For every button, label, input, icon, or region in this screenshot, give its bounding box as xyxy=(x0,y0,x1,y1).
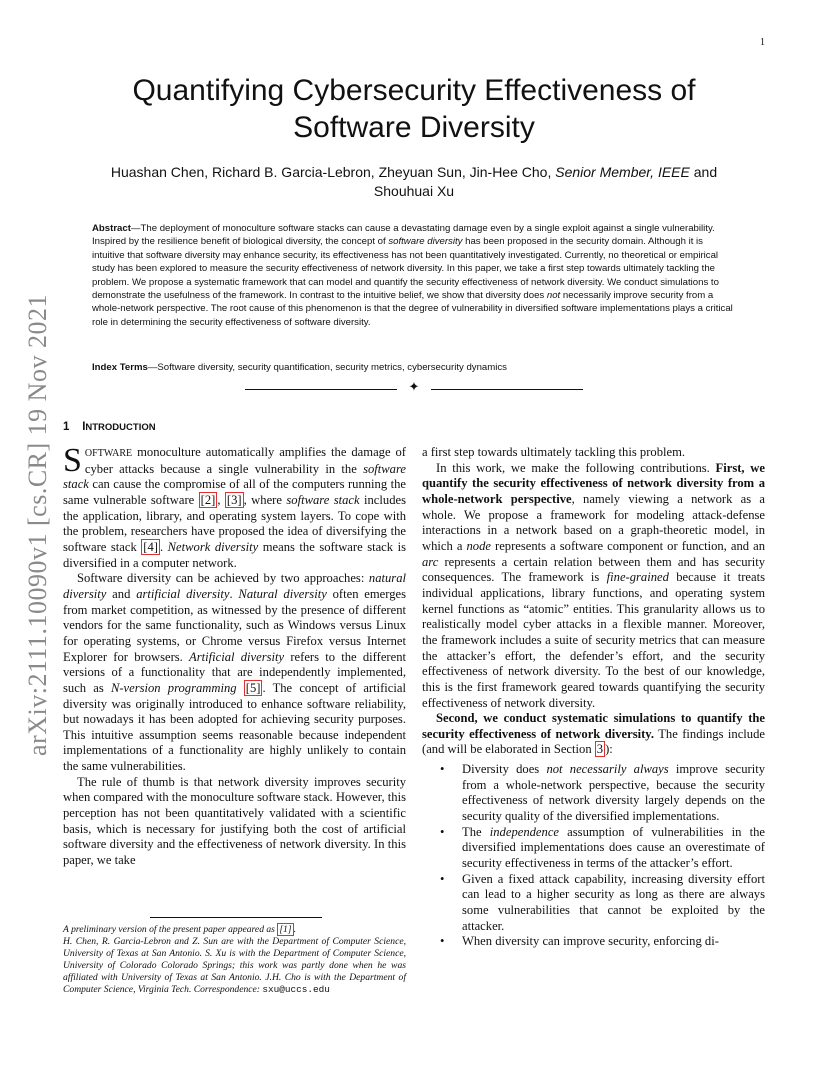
text: means the software stack is diversified in a computer network. xyxy=(63,539,406,570)
paragraph: a first step towards ultimately tackling this problem. xyxy=(422,445,686,459)
list-item xyxy=(462,872,765,935)
section-heading xyxy=(63,421,156,433)
text: . xyxy=(159,539,168,554)
section-title-rest: NTRODUCTION xyxy=(85,422,156,433)
right-column xyxy=(422,445,765,950)
emphasis: fine-grained xyxy=(606,570,669,585)
list-item xyxy=(462,934,765,950)
left-column xyxy=(63,442,407,869)
emphasis: Network diversity xyxy=(167,539,259,554)
abstract-text: necessarily improve security from a whole-network perspective. The root cause of this phenomenon is that the degree of vulnerability in diversified software implementations plays a critical role in determining the security effectiveness of software diversity. xyxy=(92,290,733,328)
correspondence-email[interactable]: sxu@uccs.edu xyxy=(262,984,330,995)
author-list xyxy=(92,163,736,201)
text: includes the application, library, and operating system layers. To cope with the problem, researchers have proposed the idea of diversifying the software stack xyxy=(63,492,406,554)
citation-link[interactable]: [5] xyxy=(245,680,261,695)
text: , where xyxy=(243,492,287,507)
section-reference-link[interactable]: 3 xyxy=(596,742,604,757)
citation-link[interactable]: [2] xyxy=(200,492,216,507)
text xyxy=(237,681,244,695)
text: Given a fixed attack capability, increasing diversity effort can lead to a higher security as long as there are always some vulnerabilities that cannot be exploited by the attacker. xyxy=(462,871,765,933)
emphasis: independence xyxy=(489,824,559,839)
divider-star-icon: ✦ xyxy=(408,380,420,395)
drop-cap: S xyxy=(63,442,82,479)
text: because it treats individual applications, library functions, and operating system kernel functions as “atomic” entities. This granularity allows us to realistically model cyber attacks in a flexible manner. Moreover, the framework includes a suite of security metrics that can measure the attacker’s effort, the defender’s effort, and the security effectiveness of network diversity. To the best of our knowledge, this is the first framework geared towards quantifying the security effectiveness of network diversity. xyxy=(422,570,765,710)
bold-text: First, we quantify the security effectiveness of network diversity from a whole-network perspective xyxy=(422,460,765,506)
abstract-label: Abstract xyxy=(92,223,131,234)
abstract-emphasis: software diversity xyxy=(388,236,463,248)
text: monoculture automatically amplifies the damage of cyber attacks because a single vulnerability in the xyxy=(84,445,406,476)
text: . xyxy=(293,924,296,935)
arxiv-stamp-text: arXiv:2111.10090v1 [cs.CR] 19 Nov 2021 xyxy=(23,294,52,756)
abstract-emphasis: not xyxy=(546,290,561,302)
text: often emerges from market competition, as witnessed by the presence of different vendors for the same functionality, such as Windows versus Linux for operating systems, or Chrome versus Firefox versus Internet Explorer for browsers. xyxy=(63,586,407,664)
text: . The concept of artificial diversity was originally introduced to enhance software reliability, but nowadays it has been adopted for achieving security purposes. This intuitive assumption seems reasonable because independent implementations of a functionality are highly unlikely to contain the same vulnerabilities. xyxy=(63,680,406,774)
abstract-text: —The deployment of monoculture software stacks can cause a devastating damage even by a single exploit against a single vulnerability. Inspired by the resilience benefit of biological diversity, the concept of xyxy=(92,223,715,248)
text: represents a software component or function, and an xyxy=(490,538,765,553)
text: , namely viewing a network as a whole. We propose a framework for modeling attack-defense interactions in a network based on a graph-theoretic model, in which a xyxy=(422,491,766,553)
index-terms-label: Index Terms xyxy=(92,362,148,373)
author-last: and Shouhuai Xu xyxy=(373,164,718,199)
text: improve security from a whole-network perspective, because the security effectiveness of network diversity largely depends on the security quality of the diversified implementations. xyxy=(462,762,765,824)
index-terms xyxy=(92,362,736,373)
author-names: Huashan Chen, Richard B. Garcia-Lebron, Zheyuan Sun, Jin-Hee Cho, xyxy=(110,164,556,180)
footnote-line xyxy=(63,924,406,936)
text: represents a certain relation between them and has security consequences. The framework is xyxy=(422,554,765,585)
index-terms-text: —Software diversity, security quantification, security metrics, cybersecurity dynamics xyxy=(147,362,507,373)
emphasis: N-version programming xyxy=(110,680,237,695)
emphasis: Natural diversity xyxy=(238,586,327,601)
paragraph: The rule of thumb is that network diversity improves security when compared with the monoculture software stack. However, this perception has not been quantitatively validated with a scientific basis, which is necessary for justifying both the cost of artificial software diversity and the effectiveness of network diversity. In this paper, we take xyxy=(63,774,406,868)
author-role: Senior Member, IEEE xyxy=(555,164,690,180)
text: Diversity does xyxy=(462,762,547,777)
divider-line-left xyxy=(245,389,397,390)
paragraph xyxy=(63,571,406,775)
emphasis: Artificial diversity xyxy=(189,649,285,664)
abstract xyxy=(92,222,736,329)
text: can cause the compromise of all of the computers running the same vulnerable software xyxy=(63,477,406,507)
citation-link[interactable]: [3] xyxy=(226,492,242,507)
section-divider xyxy=(245,382,583,396)
text: In this work, we make the following contributions. xyxy=(436,460,716,475)
paragraph xyxy=(422,711,765,758)
divider-line-right xyxy=(431,389,583,390)
text: H. Chen, R. Garcia-Lebron and Z. Sun are with the Department of Computer Science, University of Texas at San Antonio. S. Xu is with the Department of Computer Science, University of Colorado Colorado Springs; this work was partly done when he was affiliated with University of Texas at San Antonio. J.H. Cho is with the Department of Computer Science, Virginia Tech. Correspondence: xyxy=(63,936,406,995)
section-title-initial: I xyxy=(82,421,86,433)
paper-title: Quantifying Cybersecurity Effectiveness of Software Diversity xyxy=(132,74,696,144)
emphasis: natural diversity xyxy=(63,571,406,601)
emphasis: software stack xyxy=(63,461,406,492)
paragraph xyxy=(63,442,406,571)
emphasis: node xyxy=(466,538,491,553)
page-number: 1 xyxy=(760,37,765,48)
abstract-text: has been proposed in the security domain. Although it is intuitive that software diversity may enhance security, its effectiveness has not been quantitatively investigated. Currently, no theoretical or empirical study has been explored to measure the security effectiveness of network diversity. In this paper, we take a first step towards ultimately tackling the problem. We propose a systematic framework that can model and quantify the security effectiveness of network diversity. We conduct simulations to demonstrate the usefulness of the framework. In contrast to the intuitive belief, we show that diversity does xyxy=(92,236,719,302)
arxiv-stamp xyxy=(4,290,72,760)
text: ): xyxy=(605,742,613,757)
emphasis: not necessarily always xyxy=(546,762,669,777)
citation-link[interactable]: [1] xyxy=(279,924,292,935)
text: The findings include (and will be elaborated in Section xyxy=(422,726,765,757)
text: A preliminary version of the present paper appeared as xyxy=(63,924,278,935)
footnote xyxy=(63,924,406,996)
list-item xyxy=(462,762,765,825)
text: . xyxy=(229,586,239,601)
emphasis: arc xyxy=(422,554,439,569)
emphasis: artificial diversity xyxy=(136,586,230,601)
footnote-rule xyxy=(150,917,322,918)
text: assumption of vulnerabilities in the diversified implementations does cause an overestimate of security effectiveness in terms of the attacker’s effort. xyxy=(462,824,765,871)
text: and xyxy=(106,586,137,601)
section-number: 1 xyxy=(63,421,70,433)
text: refers to the different versions of a functionality that are independently implemented, such as xyxy=(63,649,406,695)
bold-text: Second, we conduct systematic simulations to quantify the security effectiveness of network diversity. xyxy=(422,711,765,741)
list-item xyxy=(462,825,765,872)
citation-link[interactable]: [4] xyxy=(143,539,158,554)
footnote-line xyxy=(63,936,406,996)
paragraph xyxy=(422,461,765,712)
text: , xyxy=(217,492,225,507)
emphasis: software stack xyxy=(286,492,360,507)
text: Software diversity can be achieved by two approaches: xyxy=(77,571,369,586)
text: When diversity can improve security, enforcing di- xyxy=(462,934,719,949)
small-caps-text: OFTWARE xyxy=(84,448,133,459)
text: The xyxy=(462,824,490,839)
findings-list xyxy=(422,762,765,950)
